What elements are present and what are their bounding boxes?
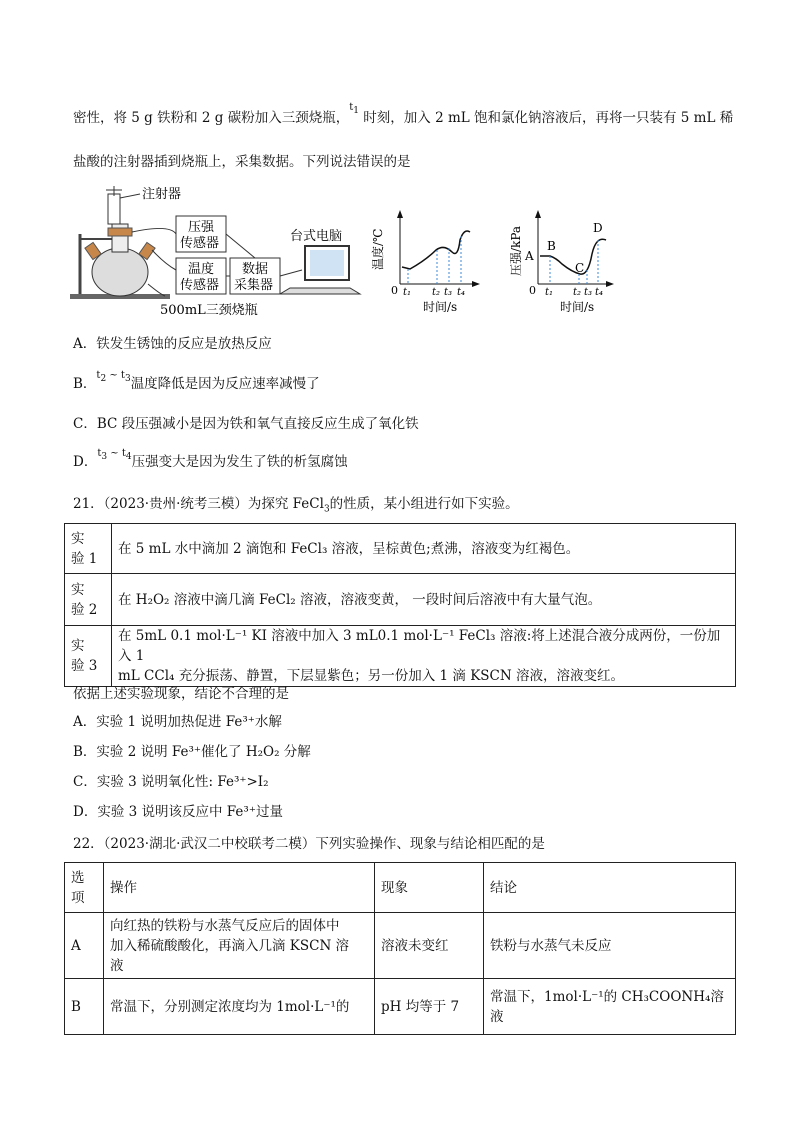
svg-text:t₂: t₂ [432, 287, 441, 298]
point-c: C [575, 261, 585, 275]
svg-text:t₁: t₁ [403, 287, 412, 298]
flask [92, 248, 148, 296]
q21-option-c: C．实验 3 说明氧化性: Fe³⁺>I₂ [73, 774, 269, 790]
q21-option-a: A．实验 1 说明加热促进 Fe³⁺水解 [73, 714, 282, 730]
q21-option-b: B．实验 2 说明 Fe³⁺催化了 H₂O₂ 分解 [73, 744, 311, 760]
temperature-chart [370, 210, 480, 314]
q20-option-c: C．BC 段压强减小是因为铁和氧气直接反应生成了氧化铁 [73, 416, 419, 432]
computer-label: 台式电脑 [290, 229, 343, 244]
table-row: 实 验 3 在 5mL 0.1 mol·L⁻¹ KI 溶液中加入 3 mL0.1 mol·L⁻¹ FeCl₃ 溶液:将上述混合液分成两份，一份加入 1 mL CCl₄ 充分振荡、静置，下层显紫色；另一份加入 1 滴 KSCN 溶液，溶液变红。 [65, 626, 736, 687]
table-row: B 常温下，分别测定浓度均为 1mol·L⁻¹的 pH 均等于 7 常温下，1mol·L⁻¹的 CH₃COONH₄溶液 [65, 979, 736, 1035]
svg-text:采集器: 采集器 [234, 278, 274, 293]
syringe-body [108, 194, 120, 224]
svg-text:传感器: 传感器 [180, 278, 220, 293]
svg-text:t₁: t₁ [545, 287, 554, 298]
temperature-curve [402, 231, 470, 269]
syringe-label: 注射器 [142, 187, 182, 202]
q20-option-a: A．铁发生锈蚀的反应是放热反应 [73, 336, 272, 352]
q21-option-d: D．实验 3 说明该反应中 Fe³⁺过量 [73, 804, 283, 820]
q20-option-d: D．$^{t_3 \sim t_4}$压强变大是因为发生了铁的析氢腐蚀 [73, 448, 348, 470]
svg-text:0: 0 [529, 284, 536, 297]
svg-text:传感器: 传感器 [180, 236, 220, 251]
table-header: 选 项 操作 现象 结论 [65, 863, 736, 913]
table-row: 实 验 2 在 H₂O₂ 溶液中滴几滴 FeCl₂ 溶液，溶液变黄， 一段时间后溶液中有大量气泡。 [65, 574, 736, 626]
svg-text:t₄: t₄ [457, 287, 466, 298]
svg-text:压强: 压强 [188, 220, 215, 235]
q21-stem: 21．（2023·贵州·统考三模）为探究 FeCl$_3$的性质，某小组进行如下实验。 [73, 496, 519, 515]
table-row: 实 验 1 在 5 mL 水中滴加 2 滴饱和 FeCl₃ 溶液，呈棕黄色;煮沸，溶液变为红褐色。 [65, 524, 736, 574]
computer-keyboard [280, 288, 360, 294]
point-d: D [593, 221, 603, 235]
intro-line-1: 密性，将 5 g 铁粉和 2 g 碳粉加入三颈烧瓶，$^{t_1}$ 时刻，加入 2 mL 饱和氯化钠溶液后，再将一只装有 5 mL 稀 [73, 102, 734, 126]
svg-text:t₃: t₃ [444, 287, 453, 298]
point-a: A [525, 249, 534, 263]
svg-text:温度: 温度 [188, 262, 215, 277]
svg-text:t₄: t₄ [595, 287, 604, 298]
temp-chart-xlabel: 时间/s [423, 300, 458, 314]
temp-chart-ylabel: 温度/℃ [371, 228, 385, 270]
t1-marker: t1 [349, 102, 359, 116]
svg-text:t₂: t₂ [573, 287, 582, 298]
q22-table [64, 862, 736, 1035]
svg-text:数据: 数据 [242, 262, 269, 277]
pressure-chart [509, 210, 614, 314]
table-row: A 向红热的铁粉与水蒸气反应后的固体中 加入稀硫酸酸化，再滴入几滴 KSCN 溶 液 溶液未变红 铁粉与水蒸气未反应 [65, 913, 736, 979]
q22-stem: 22．（2023·湖北·武汉二中校联考二模）下列实验操作、现象与结论相匹配的是 [73, 836, 545, 852]
point-b: B [547, 239, 556, 253]
intro-line-2: 盐酸的注射器插到烧瓶上，采集数据。下列说法错误的是 [73, 154, 411, 170]
q20-option-b: B．$^{t_2 \sim t_3}$温度降低是因为反应速率减慢了 [73, 370, 320, 392]
pressure-chart-xlabel: 时间/s [560, 300, 595, 314]
svg-text:0: 0 [391, 284, 398, 297]
pressure-chart-ylabel: 压强/kPa [509, 225, 523, 276]
svg-text:t₃: t₃ [584, 287, 593, 298]
q21-table [64, 523, 736, 687]
flask-label: 500mL三颈烧瓶 [160, 303, 258, 318]
apparatus-figure [60, 184, 740, 320]
q21-after: 依据上述实验现象，结论不合理的是 [73, 686, 289, 702]
